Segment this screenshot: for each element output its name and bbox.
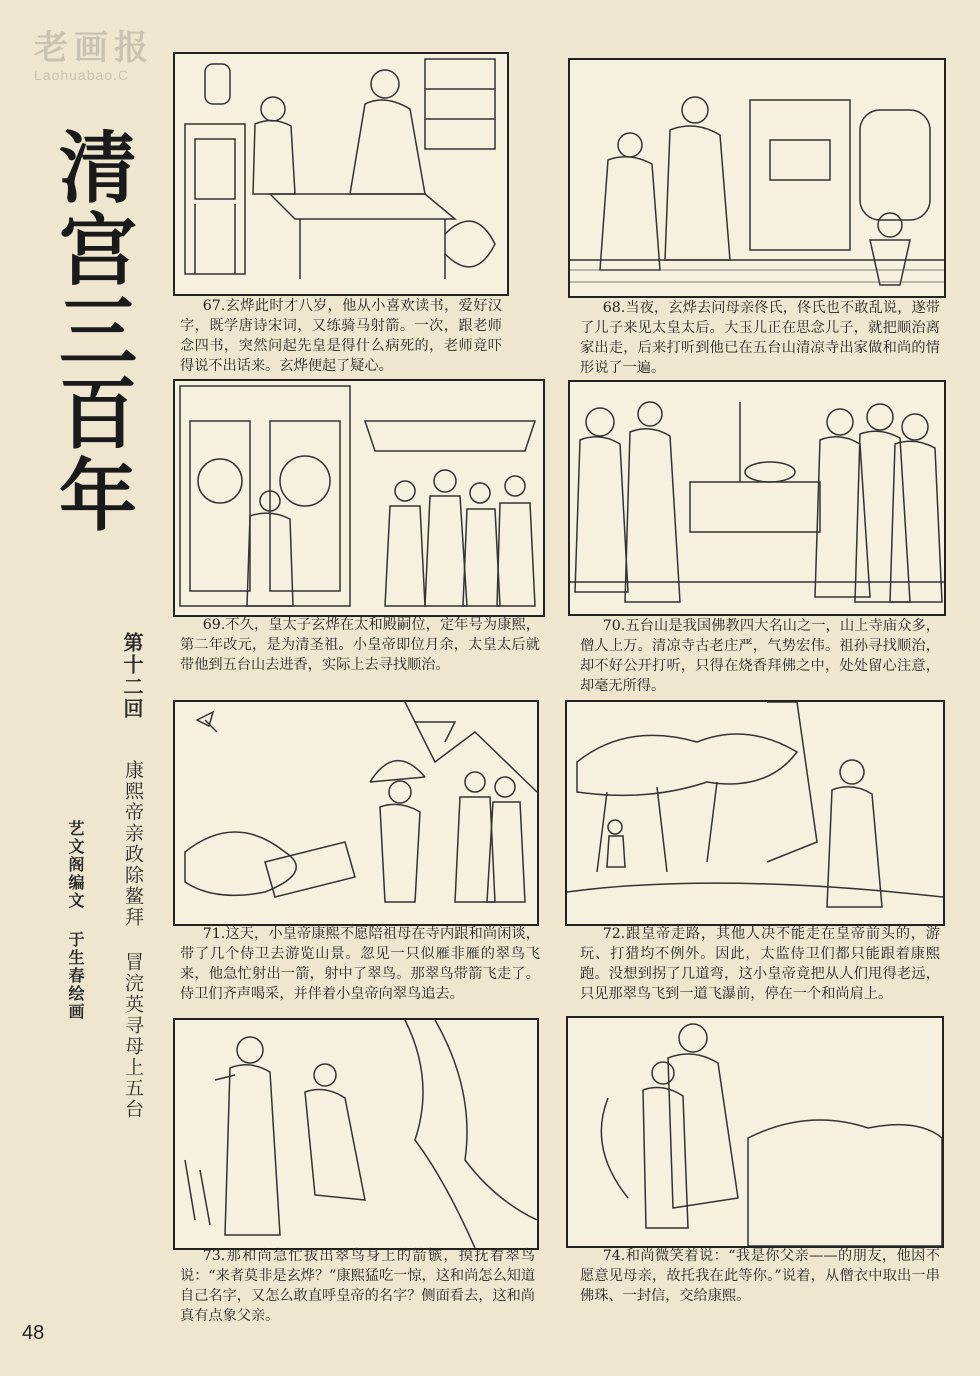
series-title-char: 百 bbox=[58, 370, 137, 460]
comic-panel-67 bbox=[173, 52, 509, 296]
series-title-char: 三 bbox=[58, 288, 137, 378]
chapter-subtitle: 康熙帝亲政除鳌拜 冒浣英寻母上五台 bbox=[122, 760, 144, 1120]
panel-caption: 73.那和尚急忙拔出翠鸟身上的箭镞，摸抚着翠鸟说：“来者莫非是玄烨？”康熙猛吃一惊，这和尚怎么知道自己名字，又怎么敢直呼皇帝的名字？侧面看去，这和尚真有点象父亲。 bbox=[180, 1248, 536, 1324]
credits: 艺文阁编文 于生春绘画 bbox=[66, 820, 85, 1021]
chapter-heading: 第十二回 bbox=[120, 632, 144, 720]
panel-caption: 70.五台山是我国佛教四大名山之一，山上寺庙众多，僧人上万。清凉寺古老庄严，气势宏伟。祖孙寻找顺治，却不好公开打听，只得在烧香拜佛之中，处处留心注意，却毫无所得。 bbox=[580, 618, 940, 694]
watermark bbox=[34, 20, 154, 83]
watermark-url: Laohuabao.C bbox=[34, 67, 130, 83]
series-title bbox=[58, 124, 138, 542]
illustration-enthronement bbox=[175, 381, 543, 615]
panel-caption: 69.不久，皇太子玄烨在太和殿嗣位，定年号为康熙，第二年改元，是为清圣祖。小皇帝即位月余，太皇太后就带他到五台山去进香，实际上去寻找顺治。 bbox=[180, 617, 540, 673]
series-title-char: 宫 bbox=[58, 206, 137, 296]
series-title-char: 年 bbox=[58, 452, 137, 542]
illustration-waterfall-monk bbox=[567, 702, 943, 924]
illustration-study-room bbox=[175, 54, 507, 294]
comic-panel-72 bbox=[565, 700, 945, 926]
comic-panel-73 bbox=[173, 1018, 539, 1250]
comic-panel-71 bbox=[173, 700, 539, 926]
comic-panel-70 bbox=[568, 380, 946, 616]
page-number: 48 bbox=[22, 1322, 45, 1344]
watermark-logo: 老画报 bbox=[34, 28, 154, 68]
series-title-char: 清 bbox=[58, 124, 137, 214]
illustration-monk-and-boy bbox=[175, 1020, 537, 1248]
comic-panel-68 bbox=[568, 58, 946, 298]
panel-caption: 68.当夜，玄烨去问母亲佟氏，佟氏也不敢乱说，遂带了儿子来见太皇太后。大玉儿正在思念儿子，就把顺治离家出走，后来打听到他已在五台山清凉寺出家做和尚的情形说了一遍。 bbox=[580, 300, 940, 376]
illustration-archery bbox=[175, 702, 537, 924]
illustration-temple-monks bbox=[570, 382, 944, 614]
panel-caption: 71.这天，小皇帝康熙不愿陪祖母在寺内跟和尚闲谈，带了几个侍卫去游览山景。忽见一只似雁非雁的翠鸟飞来，他急忙射出一箭，射中了翠鸟。那翠鸟带箭飞走了。侍卫们齐声喝采，并伴着小皇帝向翠鸟追去。 bbox=[180, 926, 540, 1002]
comic-panel-74 bbox=[566, 1016, 944, 1248]
panel-caption: 74.和尚微笑着说：“我是你父亲——的朋友，他因不愿意见母亲，故托我在此等你。”说着，从僧衣中取出一串佛珠、一封信，交给康熙。 bbox=[580, 1248, 940, 1304]
comic-panel-69 bbox=[173, 379, 545, 617]
illustration-monk-gives-letter bbox=[568, 1018, 942, 1246]
panel-caption: 72.跟皇帝走路，其他人决不能走在皇帝前头的，游玩、打猎均不例外。因此，太监侍卫们都只能跟着康熙跑。没想到拐了几道弯，这小皇帝竟把从人们甩得老远，只见那翠鸟飞到一道飞瀑前，停在一个和尚肩上。 bbox=[580, 926, 940, 1002]
illustration-palace-hall bbox=[570, 60, 944, 296]
panel-caption: 67.玄烨此时才八岁，他从小喜欢读书，爱好汉字，既学唐诗宋词，又练骑马射箭。一次，跟老师念四书，突然问起先皇是得什么病死的，老师竟吓得说不出话来。玄烨便起了疑心。 bbox=[180, 298, 502, 374]
